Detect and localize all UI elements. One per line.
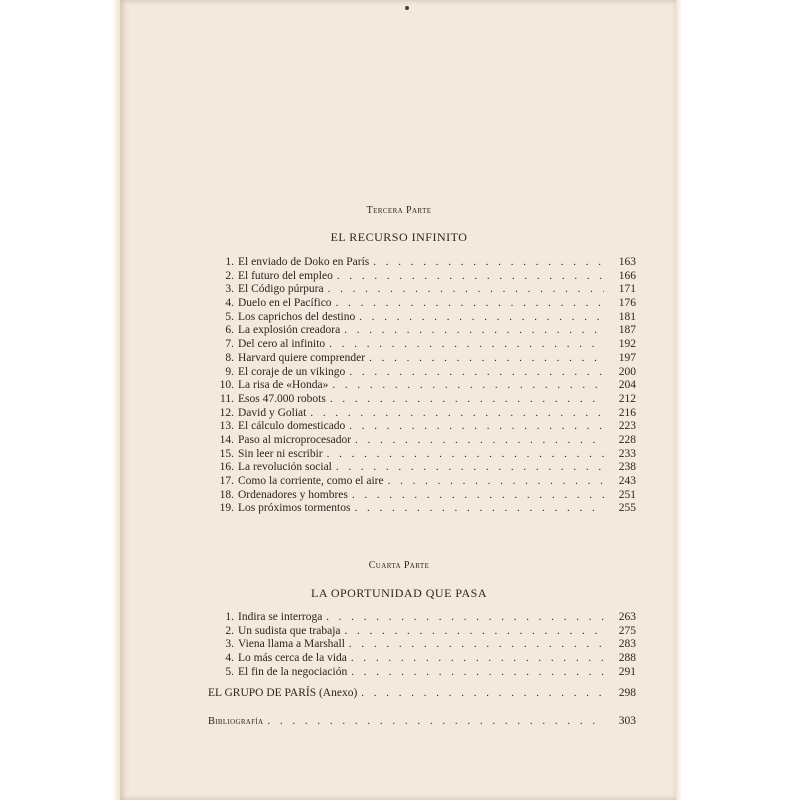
toc-entry: [208, 270, 636, 284]
chapter-number: 16.: [219, 461, 234, 474]
part-3-toc-list: [208, 256, 636, 516]
toc-entry: [208, 489, 636, 503]
toc-entry: [208, 475, 636, 489]
chapter-number: 11.: [220, 392, 234, 405]
part-3-label: Tercera Parte: [366, 205, 432, 216]
chapter-number: 1.: [225, 256, 234, 268]
chapter-number: 7.: [225, 338, 234, 351]
part-4-title: LA OPORTUNIDAD QUE PASA: [310, 586, 488, 600]
chapter-number: 13.: [219, 420, 234, 433]
chapter-title: Duelo en el Pacífico: [238, 297, 332, 310]
chapter-number: 9.: [225, 365, 234, 378]
chapter-page: 263: [618, 611, 636, 623]
bibliography-title: Bibliografía: [208, 716, 264, 727]
chapter-title: La revolución social: [238, 461, 332, 474]
chapter-number: 14.: [219, 433, 234, 446]
leader-dots: [330, 393, 604, 407]
annex-title: EL GRUPO DE PARÍS (Anexo): [208, 687, 358, 699]
chapter-number: 4.: [225, 297, 234, 310]
chapter-number: 12.: [219, 406, 234, 419]
leader-dots: [328, 283, 604, 297]
chapter-title: El fin de la negociación: [238, 665, 348, 678]
toc-entry: [208, 297, 636, 311]
chapter-number: 10.: [219, 379, 234, 392]
chapter-title: El Código púrpura: [238, 283, 324, 296]
leader-dots: [349, 366, 604, 380]
chapter-title: Indira se interroga: [238, 611, 323, 623]
toc-entry: [208, 366, 636, 380]
chapter-page: 233: [618, 447, 636, 460]
toc-entry: [208, 407, 636, 421]
toc-entry: [208, 338, 636, 352]
chapter-title: Ordenadores y hombres: [238, 488, 348, 501]
leader-dots: [354, 502, 604, 516]
leader-dots: [351, 652, 604, 666]
bibliography-page: 303: [618, 715, 636, 727]
toc-entry: [208, 461, 636, 475]
toc-entry: [208, 611, 636, 625]
chapter-number: 17.: [219, 475, 234, 487]
toc-entry: [208, 666, 636, 680]
leader-dots: [359, 311, 604, 325]
chapter-title: Del cero al infinito: [238, 338, 326, 351]
leader-dots: [344, 324, 604, 338]
chapter-page: 181: [618, 310, 636, 323]
toc-entry: [208, 379, 636, 393]
chapter-number: 2.: [225, 624, 234, 637]
chapter-title: Lo más cerca de la vida: [238, 652, 347, 665]
chapter-number: 6.: [225, 324, 234, 337]
chapter-title: El coraje de un vikingo: [238, 365, 346, 378]
leader-dots: [352, 489, 604, 503]
chapter-page: 223: [618, 420, 636, 433]
chapter-title: David y Goliat: [238, 406, 307, 419]
chapter-number: 5.: [225, 665, 234, 678]
leader-dots: [332, 379, 604, 393]
toc-entry: [208, 502, 636, 516]
leader-dots: [388, 475, 604, 489]
chapter-title: El futuro del empleo: [238, 269, 333, 282]
chapter-number: 15.: [219, 447, 234, 460]
chapter-title: Sin leer ni escribir: [238, 447, 323, 460]
leader-dots: [326, 611, 604, 625]
chapter-number: 8.: [225, 351, 234, 364]
toc-entry: [208, 324, 636, 338]
chapter-page: 288: [618, 652, 636, 665]
chapter-page: 251: [618, 488, 636, 501]
chapter-page: 197: [618, 351, 636, 364]
part-4-label: Cuarta Parte: [368, 560, 430, 571]
leader-dots: [349, 638, 604, 652]
toc-entry: [208, 393, 636, 407]
annex-entry: [208, 687, 636, 699]
chapter-title: Los caprichos del destino: [238, 310, 356, 323]
chapter-title: Un sudista que trabaja: [238, 624, 341, 637]
chapter-page: 171: [618, 283, 636, 296]
toc-entry: [208, 638, 636, 652]
toc-entry: [208, 652, 636, 666]
toc-entry: [208, 420, 636, 434]
chapter-number: 2.: [225, 269, 234, 282]
chapter-page: 255: [618, 502, 636, 515]
leader-dots: [369, 352, 604, 366]
part-4-toc-list: [208, 611, 636, 679]
chapter-number: 18.: [219, 488, 234, 501]
chapter-page: 204: [618, 379, 636, 392]
chapter-title: Esos 47.000 robots: [238, 392, 326, 405]
chapter-page: 243: [618, 475, 636, 487]
chapter-title: Como la corriente, como el aire: [238, 475, 384, 487]
chapter-title: La risa de «Honda»: [238, 379, 329, 392]
toc-entry: [208, 352, 636, 366]
top-ink-mark: [405, 6, 409, 10]
leader-dots: [327, 448, 604, 462]
book-page: [120, 0, 678, 800]
chapter-number: 5.: [225, 310, 234, 323]
toc-entry: [208, 311, 636, 325]
chapter-title: Viena llama a Marshall: [238, 638, 345, 651]
chapter-page: 163: [618, 256, 636, 268]
leader-dots: [267, 715, 604, 727]
chapter-page: 228: [618, 433, 636, 446]
leader-dots: [373, 256, 604, 270]
chapter-page: 166: [618, 269, 636, 282]
chapter-page: 283: [618, 638, 636, 651]
chapter-title: El cálculo domesticado: [238, 420, 346, 433]
chapter-page: 238: [618, 461, 636, 474]
chapter-number: 1.: [225, 611, 234, 623]
chapter-page: 275: [618, 624, 636, 637]
toc-entry: [208, 434, 636, 448]
toc-entry: [208, 256, 636, 270]
leader-dots: [345, 625, 604, 639]
chapter-title: El enviado de Doko en París: [238, 256, 370, 268]
leader-dots: [355, 434, 604, 448]
leader-dots: [351, 666, 604, 680]
chapter-page: 176: [618, 297, 636, 310]
chapter-title: Los próximos tormentos: [238, 502, 351, 515]
bibliography-entry: [208, 715, 636, 727]
part-3-title: EL RECURSO INFINITO: [330, 230, 468, 244]
leader-dots: [337, 270, 604, 284]
leader-dots: [336, 297, 604, 311]
toc-entry: [208, 448, 636, 462]
toc-entry: [208, 283, 636, 297]
toc-entry: [208, 625, 636, 639]
leader-dots: [336, 461, 604, 475]
leader-dots: [310, 407, 604, 421]
annex-page: 298: [618, 687, 636, 699]
chapter-number: 19.: [219, 502, 234, 515]
chapter-number: 3.: [225, 283, 234, 296]
leader-dots: [349, 420, 604, 434]
page-edge-right: [676, 0, 682, 800]
chapter-number: 3.: [225, 638, 234, 651]
chapter-page: 216: [618, 406, 636, 419]
chapter-title: Paso al microprocesador: [238, 433, 352, 446]
chapter-title: La explosión creadora: [238, 324, 341, 337]
chapter-title: Harvard quiere comprender: [238, 351, 366, 364]
chapter-page: 212: [618, 392, 636, 405]
leader-dots: [361, 687, 604, 699]
leader-dots: [329, 338, 604, 352]
chapter-page: 291: [618, 665, 636, 678]
chapter-page: 192: [618, 338, 636, 351]
chapter-page: 200: [618, 365, 636, 378]
chapter-page: 187: [618, 324, 636, 337]
chapter-number: 4.: [225, 652, 234, 665]
